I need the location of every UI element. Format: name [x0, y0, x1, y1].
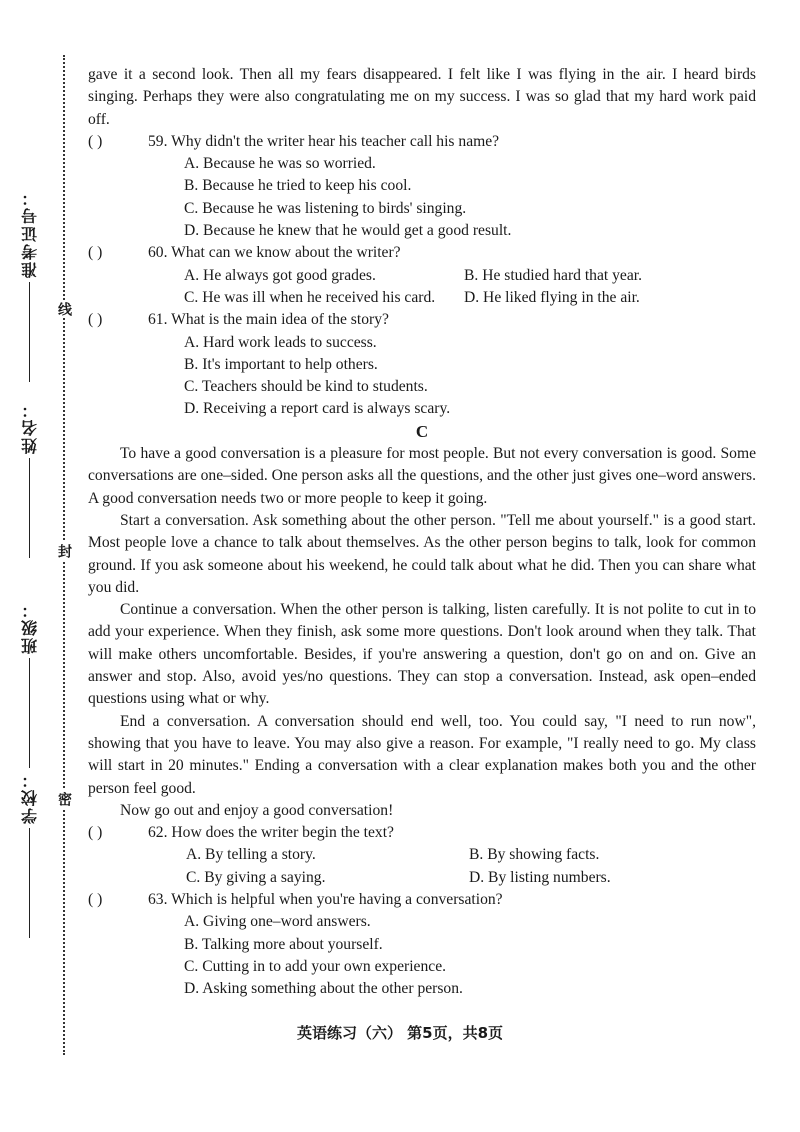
- option-a: A. Because he was so worried.: [184, 155, 376, 173]
- option-d: D. Receiving a report card is always scary.: [184, 400, 451, 418]
- option-b: B. It's important to help others.: [184, 355, 378, 373]
- answer-blank-60[interactable]: ( ): [88, 244, 103, 262]
- passage-c-paragraph-1: To have a good conversation is a pleasure for most people. But not every conversation is good. Some conversations are one–sided. One person asks all the questions, and the other just gives one–word answers. A good conversation needs two or more people to keep it going.: [88, 445, 756, 507]
- question-61: [88, 309, 756, 420]
- option-c: C. Because he was listening to birds' singing.: [184, 199, 467, 217]
- option-d: D. Because he knew that he would get a good result.: [184, 222, 512, 240]
- option-b: B. He studied hard that year.: [464, 266, 642, 284]
- passage-c-paragraph-4: End a conversation. A conversation should end well, too. You could say, "I need to run now", showing that you have to leave. You may also give a reason. For example, "I really need to go. My class will start in 20 minutes." Ending a conversation with a clear explanation makes both you and the other person feel good.: [88, 712, 756, 797]
- option-d: D. By listing numbers.: [469, 868, 611, 886]
- school-label: 学校：: [20, 770, 40, 824]
- question-stem: 63. Which is helpful when you're having a conversation?: [148, 890, 503, 908]
- option-c: C. Teachers should be kind to students.: [184, 378, 428, 396]
- option-c: C. By giving a saying.: [186, 868, 326, 886]
- answer-blank-61[interactable]: ( ): [88, 311, 103, 329]
- section-heading-c: C: [415, 421, 429, 441]
- passage-b-ending: gave it a second look. Then all my fears disappeared. I felt like I was flying in the air. I heard birds singing. Perhaps they were also congratulating me on my success. I was so glad that my hard work paid off.: [88, 66, 756, 128]
- class-label: 班级：: [20, 600, 40, 654]
- option-b: B. By showing facts.: [469, 846, 600, 864]
- option-d: D. Asking something about the other person.: [184, 980, 463, 998]
- binding-margin: [0, 0, 75, 1132]
- option-b: B. Because he tried to keep his cool.: [184, 177, 412, 195]
- name-field[interactable]: [12, 400, 48, 558]
- passage-c-paragraph-3: Continue a conversation. When the other person is talking, listen carefully. It is not polite to cut in to add your experience. When they finish, ask some more questions. Don't look around when they talk. That will make others uncomfortable. Besides, if you're answering a question, don't go on and on. Give an answer and stop. Also, avoid yes/no questions. They can stop a conversation. Instead, ask open–ended questions using what or why.: [88, 601, 756, 708]
- answer-blank-62[interactable]: ( ): [88, 824, 103, 842]
- cut-mark-xian: 线: [56, 302, 72, 316]
- name-blank[interactable]: [30, 458, 31, 558]
- question-stem: 61. What is the main idea of the story?: [148, 311, 389, 329]
- question-63: [88, 889, 756, 1000]
- option-d: D. He liked flying in the air.: [464, 288, 640, 306]
- passage-c-paragraph-2: Start a conversation. Ask something about the other person. "Tell me about yourself." is a good start. Most people love a chance to talk about themselves. As the other person begins to talk, look for common ground. If you ask someone about his weekend, he could talk about what he did. Then you can share what you did.: [88, 511, 756, 596]
- cut-mark-mi: 密: [56, 792, 72, 806]
- class-field[interactable]: [12, 600, 48, 768]
- answer-blank-63[interactable]: ( ): [88, 890, 103, 908]
- exam-number-field[interactable]: [12, 188, 48, 382]
- question-stem: 62. How does the writer begin the text?: [148, 824, 394, 842]
- page-content: [88, 64, 756, 1000]
- class-blank[interactable]: [30, 658, 31, 768]
- option-a: A. Hard work leads to success.: [184, 333, 377, 351]
- question-62: [88, 822, 756, 889]
- school-blank[interactable]: [30, 828, 31, 938]
- school-field[interactable]: [12, 770, 48, 938]
- page-footer: 英语练习（六） 第5页，共8页: [296, 1024, 504, 1042]
- question-stem: 59. Why didn't the writer hear his teacher call his name?: [148, 132, 500, 150]
- question-59: [88, 131, 756, 242]
- option-a: A. By telling a story.: [186, 846, 316, 864]
- exam-number-blank[interactable]: [30, 282, 31, 382]
- option-c: C. Cutting in to add your own experience.: [184, 957, 447, 975]
- question-stem: 60. What can we know about the writer?: [148, 244, 401, 262]
- option-c: C. He was ill when he received his card.: [184, 288, 436, 306]
- exam-number-label: 准考证号：: [20, 188, 40, 278]
- passage-c-paragraph-5: Now go out and enjoy a good conversation!: [120, 801, 394, 819]
- option-a: A. Giving one–word answers.: [184, 913, 371, 931]
- question-60: [88, 242, 756, 309]
- cut-mark-feng: 封: [56, 544, 72, 558]
- name-label: 姓名：: [20, 400, 40, 454]
- answer-blank-59[interactable]: ( ): [88, 132, 103, 150]
- option-a: A. He always got good grades.: [184, 266, 376, 284]
- option-b: B. Talking more about yourself.: [184, 935, 383, 953]
